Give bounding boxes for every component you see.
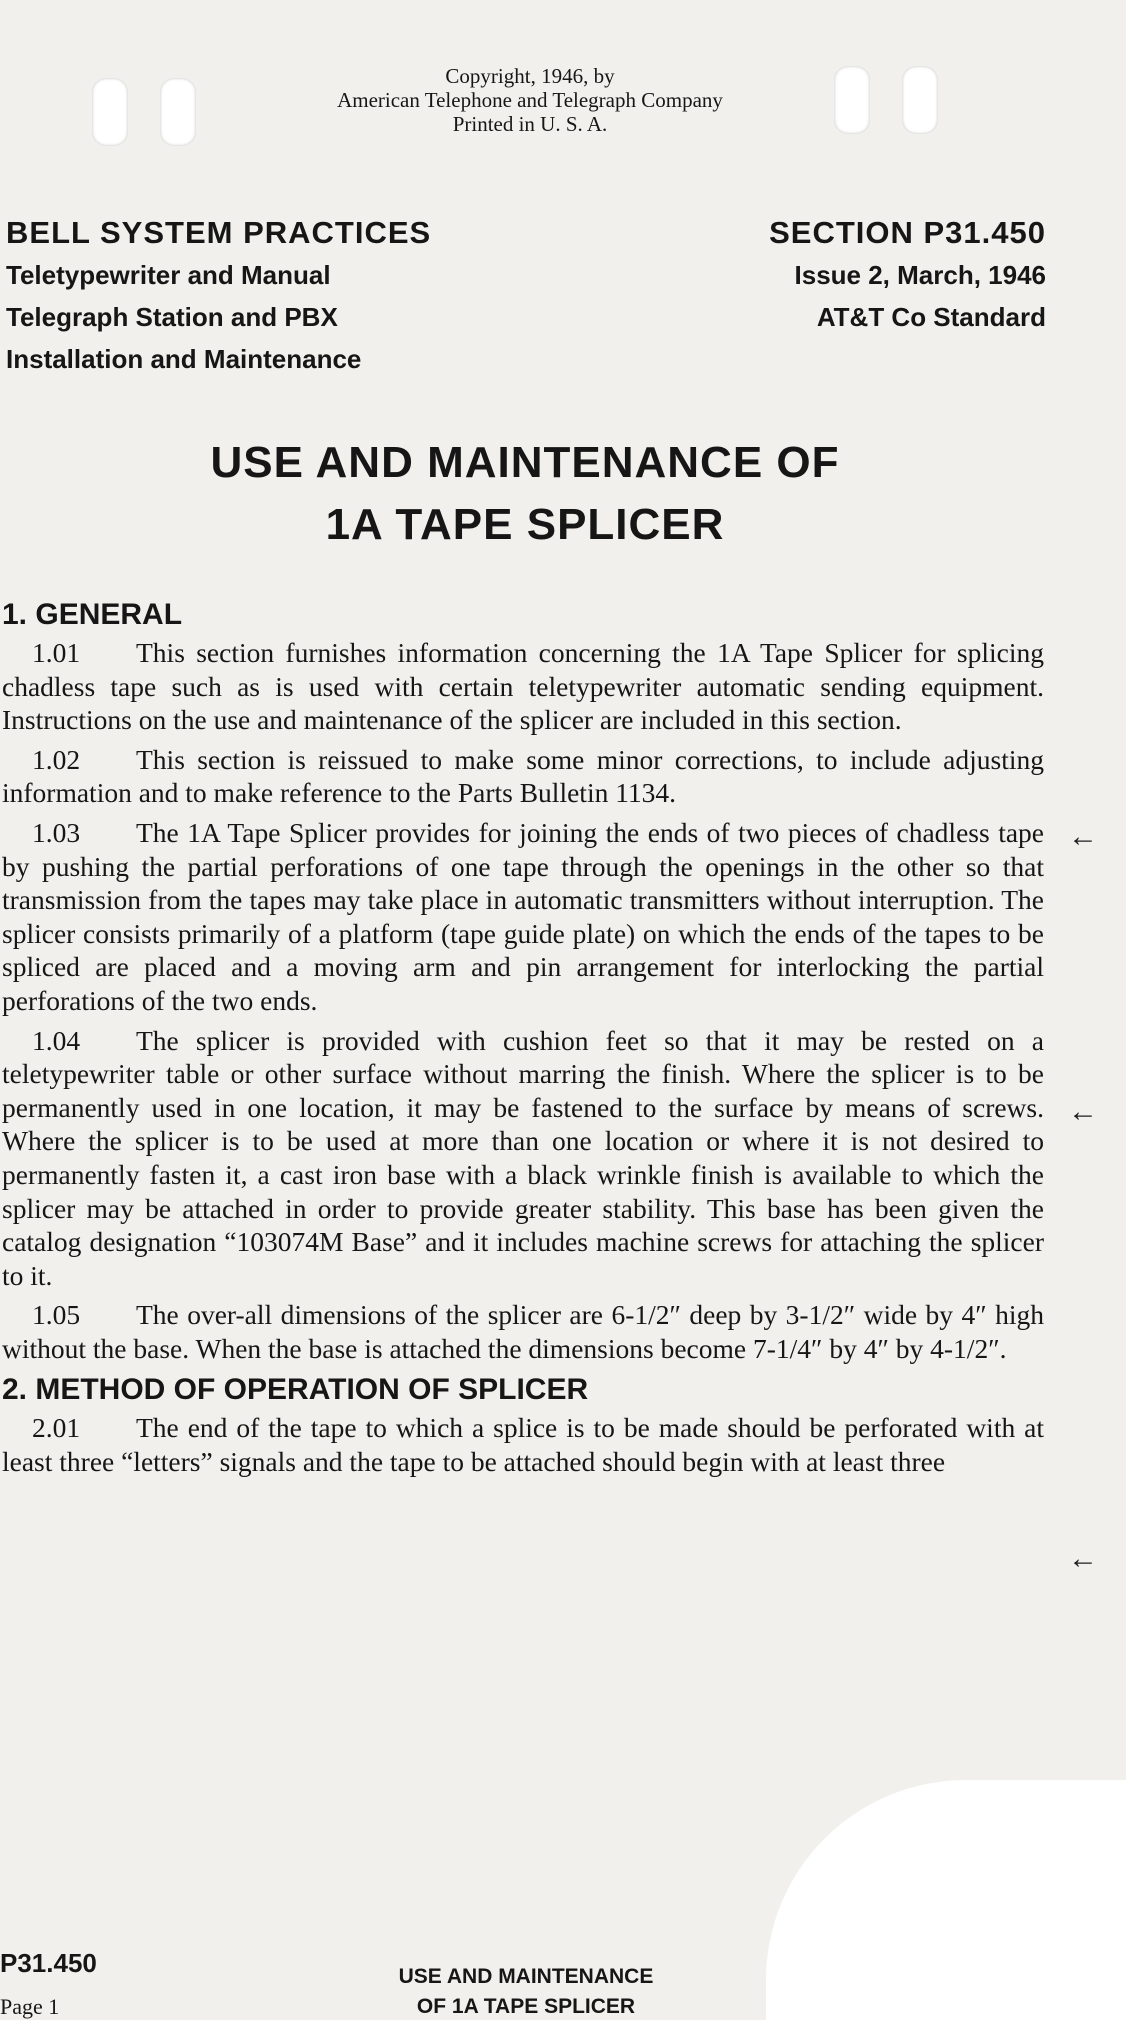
footer-title xyxy=(376,1962,676,2020)
paragraph-text: The end of the tape to which a splice is to be made should be perforated with at least three “letters” signals and the tape to be attached should begin with at least three xyxy=(2,1412,1044,1478)
paragraph xyxy=(2,1411,1044,1478)
paragraph-text: This section furnishes information concerning the 1A Tape Splicer for splicing chadless tape such as is used with certain teletypewriter automatic sending equipment. Instructions on the use and maintenance of the splicer are included in this section. xyxy=(2,637,1044,736)
title-line: 1A TAPE SPLICER xyxy=(325,500,725,549)
paragraph xyxy=(2,816,1044,1018)
series-title: BELL SYSTEM PRACTICES xyxy=(6,215,432,250)
header-left xyxy=(6,212,431,380)
paragraph-number: 1.05 xyxy=(32,1299,81,1331)
footer-page-number: Page 1 xyxy=(0,1994,60,2019)
paragraph-number: 1.01 xyxy=(32,637,81,668)
section-heading: 1. GENERAL xyxy=(2,598,183,631)
change-arrow-icon: ← xyxy=(1068,1095,1098,1128)
document-body xyxy=(2,596,1044,1485)
paragraph-number: 1.02 xyxy=(32,743,81,775)
page-corner xyxy=(766,1780,1126,2020)
header-line: Telegraph Station and PBX xyxy=(6,302,338,332)
change-arrow-icon: ← xyxy=(1068,820,1098,853)
paragraph-number: 1.03 xyxy=(32,816,81,848)
section-heading: 2. METHOD OF OPERATION OF SPLICER xyxy=(2,1373,589,1407)
standard-label: AT&T Co Standard xyxy=(816,302,1046,332)
copyright-line: American Telephone and Telegraph Company xyxy=(337,88,723,112)
footer-section-number: P31.450 xyxy=(0,1948,97,1978)
paragraph-text: The splicer is provided with cushion feet so that it may be rested on a teletypewriter table or other surface without marring the finish. Where the splicer is to be permanently used in one location, it may be fastened to the surface by means of screws. Where the splicer is to be used at more than one location or where it is not desired to permanently fasten it, a cast iron base with a black wrinkle finish is available to which the splicer may be attached in order to provide greater stability. This base has been given the catalog designation “103074M Base” and it includes machine screws for attaching the splicer to it. xyxy=(2,1024,1044,1291)
header-line: Installation and Maintenance xyxy=(6,344,362,374)
header-right xyxy=(769,212,1046,338)
footer-title-line: USE AND MAINTENANCE xyxy=(398,1965,654,1988)
paragraph-text: The 1A Tape Splicer provides for joining the ends of two pieces of chadless tape by pushing the partial perforations of one tape through the openings in the other so that transmission from the tapes may take place in automatic transmitters without interruption. The splicer consists primarily of a platform (tape guide plate) on which the ends of the tapes to be spliced are placed and a moving arm and pin arrangement for interlocking the partial perforations of the two ends. xyxy=(2,816,1044,1016)
header-line: Teletypewriter and Manual xyxy=(6,260,331,290)
section-number: SECTION P31.450 xyxy=(769,215,1046,250)
paragraph xyxy=(2,636,1044,737)
paragraph-text: This section is reissued to make some minor corrections, to include adjusting information and to make reference to the Parts Bulletin 1134. xyxy=(2,743,1044,809)
copyright-line: Copyright, 1946, by xyxy=(445,64,615,88)
paragraph xyxy=(2,1298,1044,1365)
change-arrow-icon: ← xyxy=(1068,1542,1098,1575)
paragraph-number: 1.04 xyxy=(32,1024,81,1056)
paragraph-text: The over-all dimensions of the splicer are 6-1/2″ deep by 3-1/2″ wide by 4″ high without the base. When the base is attached the dimensions become 7-1/4″ by 4″ by 4-1/2″. xyxy=(2,1299,1044,1364)
copyright-notice xyxy=(0,64,1060,136)
paragraph-number: 2.01 xyxy=(32,1412,81,1444)
paragraph xyxy=(2,1024,1044,1293)
issue-date: Issue 2, March, 1946 xyxy=(794,260,1046,290)
title-line: USE AND MAINTENANCE OF xyxy=(210,438,840,487)
footer-title-line: OF 1A TAPE SPLICER xyxy=(416,1995,636,2018)
document-title xyxy=(0,432,1050,556)
copyright-line: Printed in U. S. A. xyxy=(452,112,608,136)
paragraph xyxy=(2,743,1044,810)
